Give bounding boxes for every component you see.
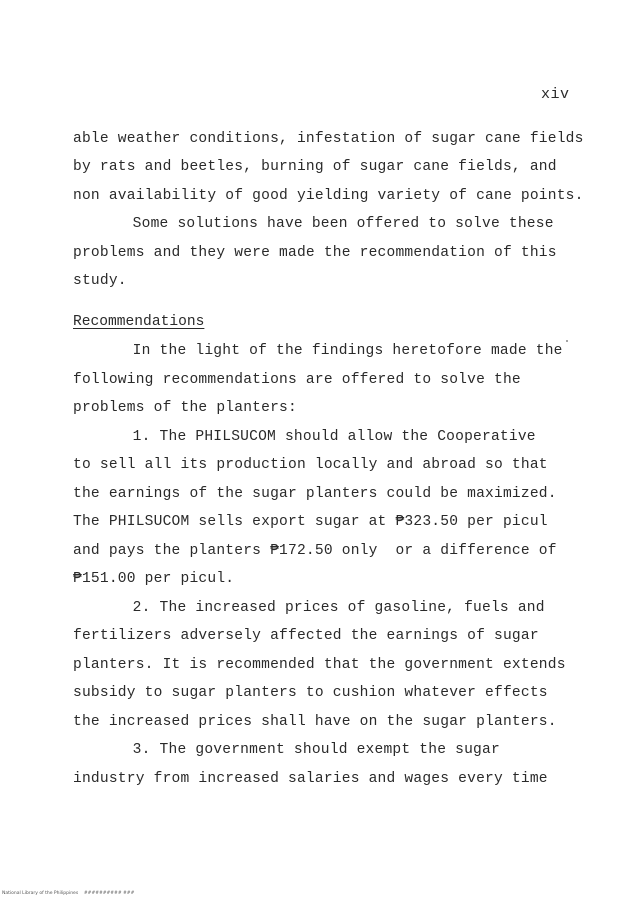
text-line: non availability of good yielding variety of cane points.	[73, 188, 584, 204]
text-line: the earnings of the sugar planters could be maximized.	[73, 486, 557, 502]
text-line: planters. It is recommended that the government extends	[73, 657, 566, 673]
text-line: 3. The government should exempt the sugar	[61, 742, 500, 758]
text-line: the increased prices shall have on the sugar planters.	[73, 714, 557, 730]
text-line: and pays the planters ₱172.50 only or a difference of	[73, 543, 557, 559]
scan-speck	[566, 340, 568, 342]
text-line: In the light of the findings heretofore made the	[61, 343, 563, 359]
text-line: able weather conditions, infestation of sugar cane fields	[73, 131, 584, 147]
text-line: to sell all its production locally and abroad so that	[73, 457, 548, 473]
text-line: study.	[73, 273, 127, 289]
text-line: The PHILSUCOM sells export sugar at ₱323.50 per picul	[73, 514, 548, 530]
page-number: xiv	[541, 86, 570, 103]
text-line: industry from increased salaries and wages every time	[73, 771, 548, 787]
section-heading: Recommendations	[73, 314, 205, 330]
text-line: by rats and beetles, burning of sugar cane fields, and	[73, 159, 557, 175]
text-line: problems and they were made the recommendation of this	[73, 245, 557, 261]
text-line: Some solutions have been offered to solve these	[61, 216, 554, 232]
footer-stamp: National Library of the Philippines ########## ###	[2, 891, 135, 896]
text-line: problems of the planters:	[73, 400, 297, 416]
text-line: 1. The PHILSUCOM should allow the Cooperative	[61, 429, 536, 445]
text-line: following recommendations are offered to solve the	[73, 372, 521, 388]
text-line: ₱151.00 per picul.	[73, 571, 235, 587]
text-line: 2. The increased prices of gasoline, fuels and	[61, 600, 545, 616]
text-line: subsidy to sugar planters to cushion whatever effects	[73, 685, 548, 701]
text-line: fertilizers adversely affected the earnings of sugar	[73, 628, 539, 644]
